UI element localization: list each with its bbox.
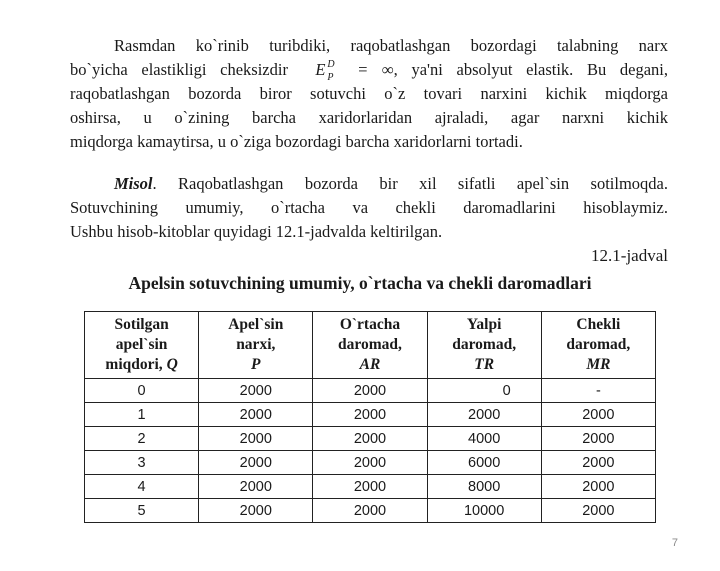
cell-quantity: 4 bbox=[85, 475, 199, 499]
cell-marginal-revenue: - bbox=[541, 379, 655, 403]
cell-average-revenue: 2000 bbox=[313, 475, 427, 499]
header-marginal-revenue: Chekli daromad, MR bbox=[541, 312, 655, 379]
page-number: 7 bbox=[671, 537, 678, 549]
cell-price: 2000 bbox=[199, 403, 313, 427]
text-segment: bo`yicha elastikligi cheksizdir bbox=[70, 60, 288, 79]
formula-base: E bbox=[315, 60, 326, 79]
cell-quantity: 2 bbox=[85, 427, 199, 451]
paragraph-example bbox=[70, 172, 668, 244]
cell-total-revenue: 4000 bbox=[427, 427, 541, 451]
paragraph-line: Ushbu hisob-kitoblar quyidagi 12.1-jadvalda keltirilgan. bbox=[70, 222, 443, 241]
table-row bbox=[85, 451, 656, 475]
formula-rest: = ∞ bbox=[343, 60, 394, 79]
paragraph-elasticity bbox=[70, 34, 668, 154]
cell-price: 2000 bbox=[199, 451, 313, 475]
text-segment: . Raqobatlashgan bozorda bir xil sifatli apel`sin sotilmoqda. bbox=[152, 174, 668, 193]
paragraph-line: miqdorga kamaytirsa, u o`ziga bozordagi barcha xaridorlarni tortadi. bbox=[70, 132, 523, 151]
cell-marginal-revenue: 2000 bbox=[541, 403, 655, 427]
paragraph-line: oshirsa, u o`zining barcha xaridorlaridan ajraladi, agar narxni kichik bbox=[70, 108, 668, 127]
example-label: Misol bbox=[114, 174, 153, 193]
cell-marginal-revenue: 2000 bbox=[541, 427, 655, 451]
cell-marginal-revenue: 2000 bbox=[541, 475, 655, 499]
elasticity-formula bbox=[315, 59, 394, 83]
cell-price: 2000 bbox=[199, 379, 313, 403]
table-title: Apelsin sotuvchining umumiy, o`rtacha va chekli daromadlari bbox=[128, 273, 592, 293]
cell-price: 2000 bbox=[199, 475, 313, 499]
cell-quantity: 1 bbox=[85, 403, 199, 427]
header-quantity: Sotilgan apel`sin miqdori, Q bbox=[85, 312, 199, 379]
cell-marginal-revenue: 2000 bbox=[541, 451, 655, 475]
cell-quantity: 0 bbox=[85, 379, 199, 403]
cell-average-revenue: 2000 bbox=[313, 427, 427, 451]
table-row bbox=[85, 427, 656, 451]
cell-average-revenue: 2000 bbox=[313, 379, 427, 403]
paragraph-line-formula bbox=[70, 58, 668, 82]
paragraph-line: Sotuvchining umumiy, o`rtacha va chekli daromadlarini hisoblaymiz. bbox=[70, 198, 668, 217]
table-header-row bbox=[85, 312, 656, 379]
cell-total-revenue: 10000 bbox=[427, 499, 541, 523]
table-row bbox=[85, 379, 656, 403]
cell-quantity: 3 bbox=[85, 451, 199, 475]
cell-price: 2000 bbox=[199, 427, 313, 451]
cell-average-revenue: 2000 bbox=[313, 499, 427, 523]
paragraph-line bbox=[70, 172, 668, 196]
cell-total-revenue: 2000 bbox=[427, 403, 541, 427]
table-row bbox=[85, 499, 656, 523]
cell-total-revenue: 0 bbox=[427, 379, 541, 403]
header-total-revenue: Yalpi daromad, TR bbox=[427, 312, 541, 379]
cell-average-revenue: 2000 bbox=[313, 403, 427, 427]
table-row bbox=[85, 403, 656, 427]
cell-average-revenue: 2000 bbox=[313, 451, 427, 475]
cell-marginal-revenue: 2000 bbox=[541, 499, 655, 523]
header-average-revenue: O`rtacha daromad, AR bbox=[313, 312, 427, 379]
cell-total-revenue: 6000 bbox=[427, 451, 541, 475]
table-row bbox=[85, 475, 656, 499]
cell-quantity: 5 bbox=[85, 499, 199, 523]
cell-price: 2000 bbox=[199, 499, 313, 523]
formula-subscript: P bbox=[327, 72, 334, 83]
paragraph-line: Rasmdan ko`rinib turibdiki, raqobatlashgan bozordagi talabning narx bbox=[114, 36, 668, 55]
revenue-table bbox=[84, 311, 656, 523]
cell-total-revenue: 8000 bbox=[427, 475, 541, 499]
header-price: Apel`sin narxi, P bbox=[199, 312, 313, 379]
formula-superscript: D bbox=[327, 59, 335, 70]
table-label: 12.1-jadval bbox=[591, 246, 668, 265]
paragraph-line: raqobatlashgan bozorda biror sotuvchi o`z tovari narxini kichik miqdorga bbox=[70, 84, 668, 103]
text-segment: , ya'ni absolyut elastik. Bu degani, bbox=[393, 60, 668, 79]
